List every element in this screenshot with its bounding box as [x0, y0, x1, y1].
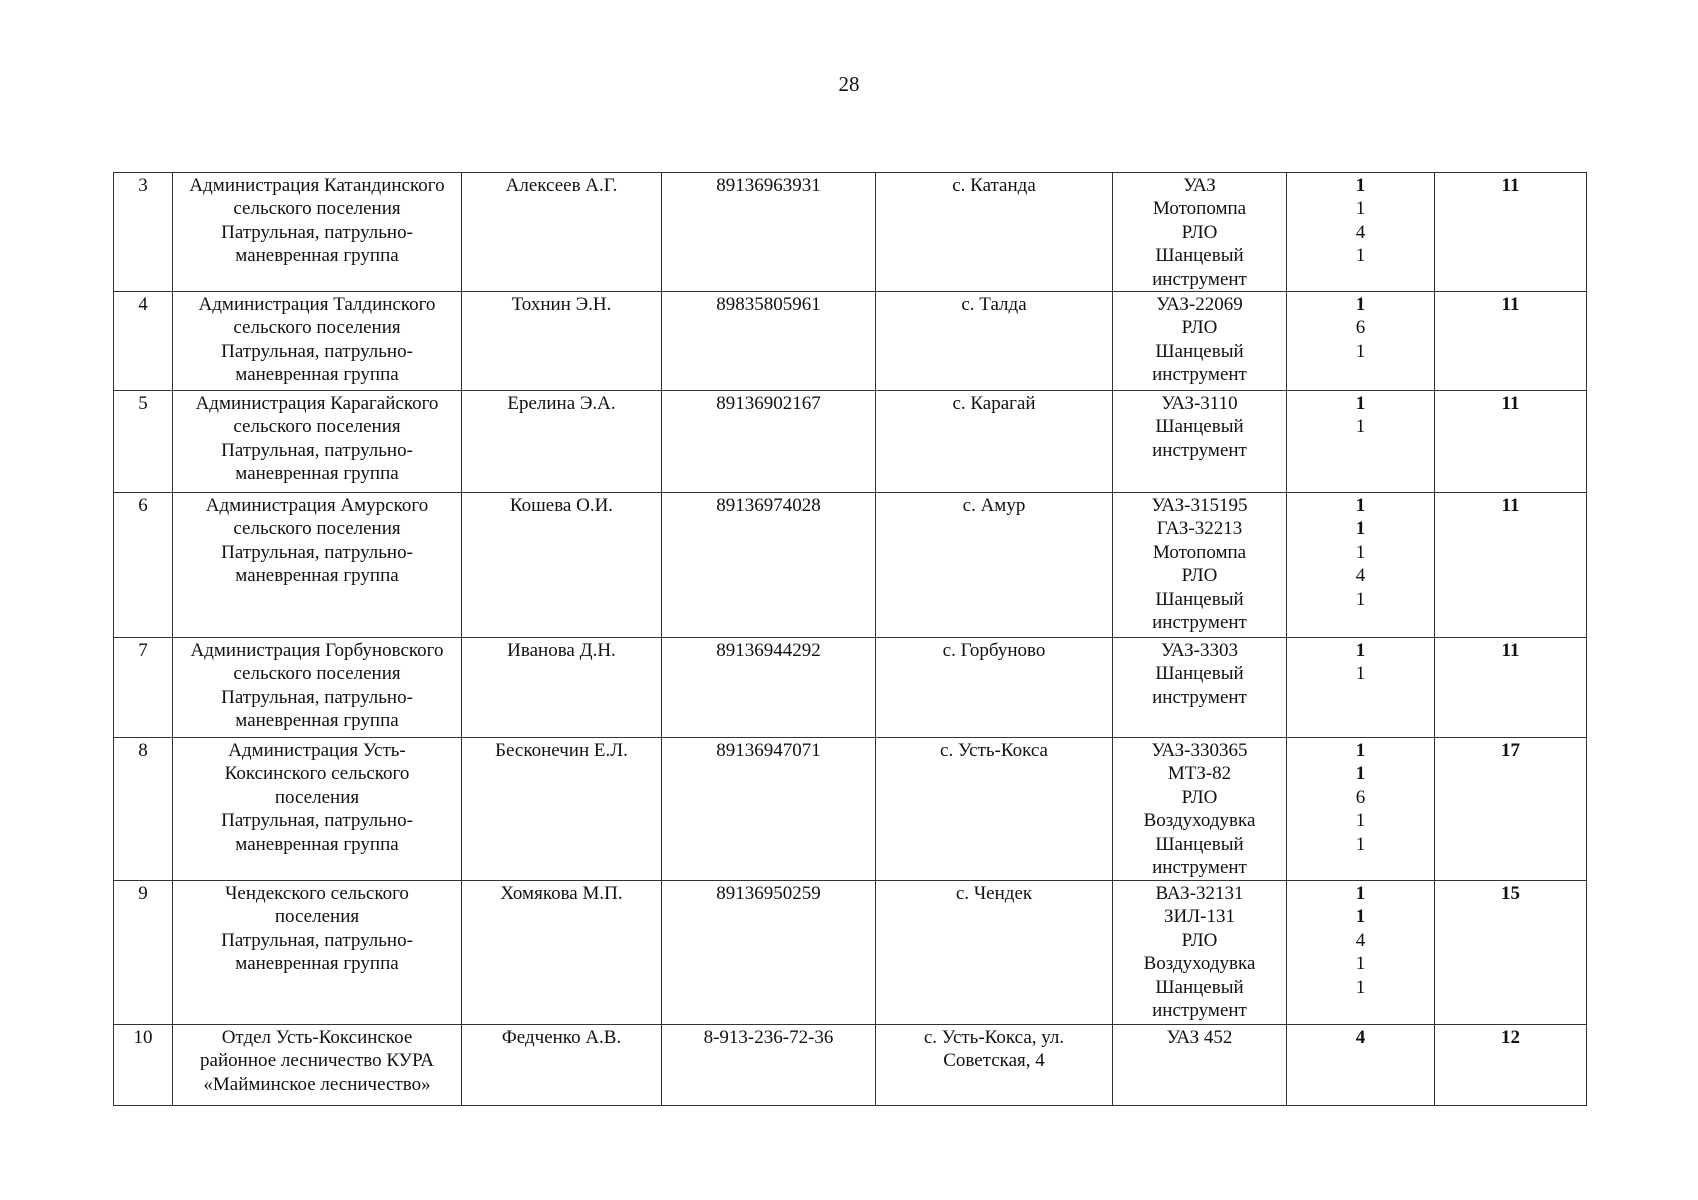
organization-cell: [173, 881, 462, 1025]
organization-line: Коксинского сельского: [224, 763, 410, 785]
location-cell: [876, 173, 1113, 292]
row-number-text: 3: [138, 175, 148, 196]
equipment-cell: [1113, 292, 1287, 391]
quantity-cell: [1287, 391, 1435, 493]
row-number-text: 5: [138, 393, 148, 415]
staff-count-text: 17: [1501, 740, 1520, 762]
organization-line: поселения: [274, 906, 360, 928]
staff-count-text: 11: [1501, 393, 1520, 415]
phone-cell: [662, 738, 876, 881]
responsible-person-cell: [462, 638, 662, 738]
organization-line: районное лесничество КУРА: [200, 1050, 434, 1072]
equipment-line: РЛО: [1181, 221, 1218, 243]
equipment-line: инструмент: [1152, 364, 1247, 386]
quantity-line: 1: [1355, 588, 1366, 610]
quantity-cell: [1287, 292, 1435, 391]
quantity-cell: [1287, 881, 1435, 1025]
organization-line: Администрация Усть-: [228, 740, 406, 762]
responsible-person-cell: [462, 881, 662, 1025]
location-line: с. Усть-Кокса: [940, 740, 1048, 762]
staff-count-cell: [1435, 173, 1587, 292]
responsible-person-cell: [462, 1025, 662, 1106]
equipment-line: РЛО: [1181, 317, 1218, 339]
responsible-person-cell: [462, 173, 662, 292]
equipment-line: инструмент: [1152, 268, 1247, 290]
location-cell: [876, 738, 1113, 881]
phone-text: 8-913-236-72-36: [703, 1027, 834, 1049]
phone-cell: [662, 1025, 876, 1106]
organization-line: маневренная группа: [235, 833, 399, 855]
organization-line: Патрульная, патрульно-: [221, 340, 413, 362]
quantity-line: 1: [1355, 763, 1366, 785]
organization-cell: [173, 173, 462, 292]
organization-line: маневренная группа: [235, 565, 399, 587]
phone-cell: [662, 173, 876, 292]
organization-line: Администрация Талдинского: [198, 294, 436, 316]
phone-cell: [662, 881, 876, 1025]
row-number-cell: [114, 738, 173, 881]
phone-text: 89835805961: [716, 294, 821, 316]
organization-line: Патрульная, патрульно-: [221, 439, 413, 461]
row-number-cell: [114, 493, 173, 638]
row-number-cell: [114, 1025, 173, 1106]
organization-cell: [173, 391, 462, 493]
quantity-line: 4: [1355, 1027, 1366, 1049]
equipment-cell: [1113, 1025, 1287, 1106]
organization-line: Администрация Горбуновского: [190, 640, 444, 662]
responsible-person-text: Ерелина Э.А.: [507, 393, 616, 415]
organization-line: сельского поселения: [233, 518, 401, 540]
organization-line: маневренная группа: [235, 364, 399, 386]
row-number-text: 8: [138, 740, 148, 762]
row-number-text: 9: [138, 883, 148, 905]
phone-text: 89136950259: [716, 883, 821, 905]
equipment-line: РЛО: [1181, 929, 1218, 951]
equipment-line: УАЗ-3110: [1161, 393, 1238, 415]
equipment-line: Воздуходувка: [1143, 953, 1256, 975]
organization-line: маневренная группа: [235, 245, 399, 267]
organization-line: Администрация Амурского: [205, 495, 429, 517]
staff-count-text: 11: [1501, 294, 1520, 316]
responsible-person-text: Алексеев А.Г.: [505, 175, 618, 196]
quantity-cell: [1287, 493, 1435, 638]
staff-count-text: 11: [1501, 175, 1520, 196]
location-cell: [876, 292, 1113, 391]
location-line: с. Катанда: [952, 175, 1036, 196]
quantity-line: 1: [1355, 340, 1366, 362]
location-line: Советская, 4: [943, 1050, 1045, 1072]
row-number-cell: [114, 292, 173, 391]
quantity-line: 1: [1355, 416, 1366, 438]
quantity-line: 6: [1355, 317, 1366, 339]
quantity-cell: [1287, 738, 1435, 881]
location-cell: [876, 1025, 1113, 1106]
equipment-line: ГАЗ-32213: [1156, 518, 1243, 540]
location-cell: [876, 493, 1113, 638]
quantity-line: 4: [1355, 929, 1366, 951]
quantity-cell: [1287, 173, 1435, 292]
equipment-line: МТЗ-82: [1167, 763, 1232, 785]
table-row: [114, 638, 1587, 738]
staff-count-cell: [1435, 1025, 1587, 1106]
phone-cell: [662, 391, 876, 493]
location-cell: [876, 881, 1113, 1025]
table-row: [114, 1025, 1587, 1106]
organization-line: маневренная группа: [235, 953, 399, 975]
staff-count-cell: [1435, 881, 1587, 1025]
organization-line: сельского поселения: [233, 317, 401, 339]
organization-line: Патрульная, патрульно-: [221, 221, 413, 243]
quantity-line: 4: [1355, 221, 1366, 243]
staff-count-text: 11: [1501, 495, 1520, 517]
equipment-cell: [1113, 493, 1287, 638]
location-line: с. Талда: [961, 294, 1027, 316]
quantity-line: 4: [1355, 565, 1366, 587]
table-row: [114, 493, 1587, 638]
page-number: 28: [838, 72, 860, 96]
equipment-line: ЗИЛ-131: [1164, 906, 1235, 928]
organization-line: сельского поселения: [233, 198, 401, 220]
responsible-person-cell: [462, 493, 662, 638]
table-row: [114, 881, 1587, 1025]
equipment-cell: [1113, 173, 1287, 292]
responsible-person-cell: [462, 738, 662, 881]
equipment-line: инструмент: [1152, 1000, 1247, 1022]
table-row: [114, 292, 1587, 391]
phone-cell: [662, 493, 876, 638]
equipment-line: РЛО: [1181, 786, 1218, 808]
quantity-line: 1: [1355, 883, 1366, 905]
staff-count-cell: [1435, 292, 1587, 391]
quantity-line: 1: [1355, 175, 1366, 196]
equipment-line: УАЗ: [1183, 175, 1216, 196]
row-number-cell: [114, 638, 173, 738]
equipment-line: инструмент: [1152, 439, 1247, 461]
organization-cell: [173, 738, 462, 881]
organization-line: Администрация Катандинского: [189, 175, 445, 196]
quantity-line: 1: [1355, 294, 1366, 316]
organization-line: сельского поселения: [233, 663, 401, 685]
quantity-line: 1: [1355, 518, 1366, 540]
organization-cell: [173, 638, 462, 738]
quantity-line: 1: [1355, 740, 1366, 762]
equipment-line: Шанцевый: [1155, 340, 1244, 362]
staff-count-cell: [1435, 391, 1587, 493]
table-row: [114, 173, 1587, 292]
quantity-line: 1: [1355, 906, 1366, 928]
quantity-line: 1: [1355, 198, 1366, 220]
organization-line: Администрация Карагайского: [195, 393, 439, 415]
organization-line: «Майминское лесничество»: [203, 1073, 431, 1095]
row-number-text: 4: [138, 294, 148, 316]
quantity-line: 1: [1355, 976, 1366, 998]
equipment-line: УАЗ-3303: [1161, 640, 1238, 662]
forces-table: [113, 172, 1587, 1106]
staff-count-cell: [1435, 638, 1587, 738]
responsible-person-cell: [462, 391, 662, 493]
equipment-cell: [1113, 881, 1287, 1025]
phone-text: 89136944292: [716, 640, 821, 662]
staff-count-cell: [1435, 493, 1587, 638]
organization-line: Патрульная, патрульно-: [221, 686, 413, 708]
organization-line: сельского поселения: [233, 416, 401, 438]
equipment-line: УАЗ-22069: [1156, 294, 1243, 316]
phone-text: 89136974028: [716, 495, 821, 517]
equipment-line: УАЗ-315195: [1151, 495, 1248, 517]
table-row: [114, 391, 1587, 493]
table-row: [114, 738, 1587, 881]
equipment-line: инструмент: [1152, 612, 1247, 634]
equipment-line: РЛО: [1181, 565, 1218, 587]
quantity-line: 1: [1355, 245, 1366, 267]
staff-count-text: 11: [1501, 640, 1520, 662]
phone-text: 89136947071: [716, 740, 821, 762]
phone-cell: [662, 292, 876, 391]
responsible-person-text: Иванова Д.Н.: [507, 640, 616, 662]
location-line: с. Карагай: [952, 393, 1036, 415]
phone-cell: [662, 638, 876, 738]
organization-line: поселения: [274, 786, 360, 808]
row-number-cell: [114, 391, 173, 493]
row-number-text: 6: [138, 495, 148, 517]
quantity-line: 1: [1355, 495, 1366, 517]
organization-cell: [173, 1025, 462, 1106]
equipment-line: Шанцевый: [1155, 416, 1244, 438]
equipment-line: Шанцевый: [1155, 976, 1244, 998]
phone-text: 89136902167: [716, 393, 821, 415]
organization-cell: [173, 292, 462, 391]
quantity-cell: [1287, 1025, 1435, 1106]
staff-count-text: 12: [1501, 1027, 1520, 1049]
equipment-line: Мотопомпа: [1152, 541, 1247, 563]
phone-text: 89136963931: [716, 175, 821, 196]
quantity-line: 1: [1355, 663, 1366, 685]
equipment-line: инструмент: [1152, 686, 1247, 708]
quantity-line: 1: [1355, 541, 1366, 563]
row-number-text: 10: [133, 1027, 153, 1049]
organization-line: Патрульная, патрульно-: [221, 810, 413, 832]
organization-line: Патрульная, патрульно-: [221, 929, 413, 951]
staff-count-text: 15: [1501, 883, 1520, 905]
responsible-person-text: Тохнин Э.Н.: [511, 294, 612, 316]
quantity-line: 1: [1355, 640, 1366, 662]
equipment-line: инструмент: [1152, 857, 1247, 879]
quantity-line: 1: [1355, 953, 1366, 975]
location-line: с. Амур: [962, 495, 1026, 517]
equipment-line: ВАЗ-32131: [1155, 883, 1244, 905]
location-line: с. Горбуново: [942, 640, 1046, 662]
location-line: с. Чендек: [955, 883, 1033, 905]
quantity-line: 1: [1355, 393, 1366, 415]
organization-line: Патрульная, патрульно-: [221, 541, 413, 563]
location-cell: [876, 391, 1113, 493]
equipment-cell: [1113, 638, 1287, 738]
row-number-text: 7: [138, 640, 148, 662]
quantity-line: 1: [1355, 833, 1366, 855]
organization-line: Отдел Усть-Коксинское: [221, 1027, 413, 1049]
equipment-line: Шанцевый: [1155, 663, 1244, 685]
responsible-person-cell: [462, 292, 662, 391]
equipment-line: Шанцевый: [1155, 833, 1244, 855]
responsible-person-text: Бесконечин Е.Л.: [495, 740, 628, 762]
organization-line: маневренная группа: [235, 463, 399, 485]
quantity-cell: [1287, 638, 1435, 738]
row-number-cell: [114, 173, 173, 292]
equipment-cell: [1113, 738, 1287, 881]
organization-line: Чендекского сельского: [225, 883, 409, 905]
organization-line: маневренная группа: [235, 710, 399, 732]
staff-count-cell: [1435, 738, 1587, 881]
quantity-line: 6: [1355, 786, 1366, 808]
location-line: с. Усть-Кокса, ул.: [923, 1027, 1065, 1049]
equipment-line: УАЗ 452: [1166, 1027, 1233, 1049]
location-cell: [876, 638, 1113, 738]
equipment-line: Шанцевый: [1155, 588, 1244, 610]
responsible-person-text: Хомякова М.П.: [500, 883, 623, 905]
equipment-line: Шанцевый: [1155, 245, 1244, 267]
responsible-person-text: Кошева О.И.: [509, 495, 614, 517]
equipment-cell: [1113, 391, 1287, 493]
equipment-line: Мотопомпа: [1152, 198, 1247, 220]
table-body: [114, 173, 1587, 1106]
equipment-line: Воздуходувка: [1143, 810, 1256, 832]
row-number-cell: [114, 881, 173, 1025]
quantity-line: 1: [1355, 810, 1366, 832]
responsible-person-text: Федченко А.В.: [501, 1027, 622, 1049]
organization-cell: [173, 493, 462, 638]
equipment-line: УАЗ-330365: [1151, 740, 1248, 762]
